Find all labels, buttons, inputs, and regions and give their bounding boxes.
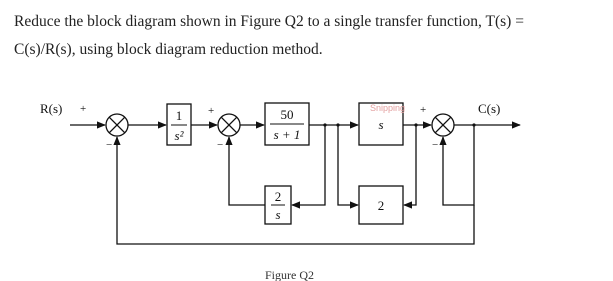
feedback-path-unity-inner [443, 125, 474, 205]
figure-caption: Figure Q2 [265, 268, 314, 281]
svg-text:1: 1 [175, 108, 183, 123]
feedback-path-unity-outer [117, 137, 474, 244]
sum1-minus-sign: − [106, 139, 113, 151]
input-label: R(s) [40, 101, 63, 116]
sum2-plus-sign: + [208, 105, 215, 117]
summing-junction-2 [218, 114, 240, 136]
feedback-path-h2-input [404, 125, 416, 205]
block-h1 [265, 186, 291, 224]
summing-junction-1 [106, 114, 128, 136]
feedback-path-h1-return [229, 137, 265, 205]
sum3-minus-sign: − [432, 139, 439, 151]
question-line-2: C(s)/R(s), using block diagram reduction method. [14, 41, 323, 58]
svg-text:s + 1: s + 1 [273, 127, 301, 142]
block-g2 [265, 103, 309, 145]
summing-junction-3 [432, 114, 454, 136]
svg-text:s²: s² [174, 128, 184, 143]
block-h2 [359, 186, 403, 224]
sum3-plus-sign: + [420, 104, 427, 116]
block-g1 [167, 104, 191, 145]
sum1-plus-sign: + [80, 103, 87, 115]
svg-text:s: s [378, 117, 384, 132]
svg-text:2: 2 [377, 198, 385, 213]
svg-text:s: s [275, 207, 281, 222]
snipping-watermark: Snipping [370, 103, 406, 113]
feedback-path-h2-forward [338, 125, 358, 205]
question-line-1: Reduce the block diagram shown in Figure Q2 to a single transfer function, T(s) = [14, 13, 524, 30]
svg-text:50: 50 [280, 107, 294, 122]
sum2-minus-sign: − [217, 139, 224, 151]
output-label: C(s) [478, 101, 501, 116]
svg-text:2: 2 [274, 189, 282, 204]
